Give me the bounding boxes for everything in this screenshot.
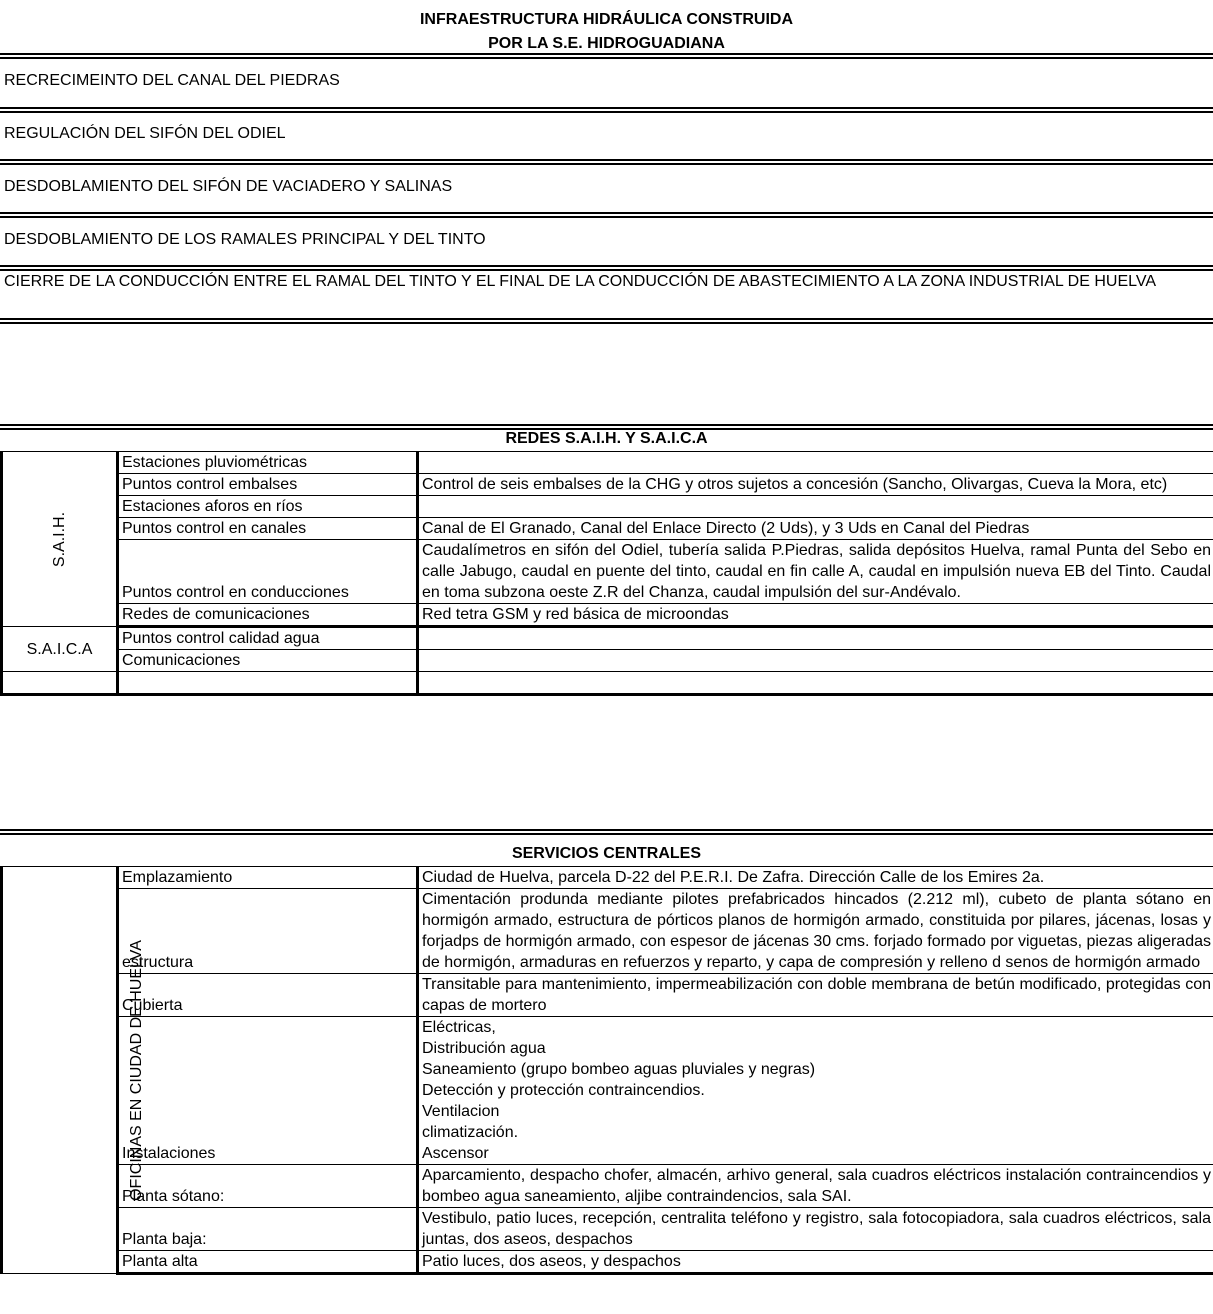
row-desc: Aparcamiento, despacho chofer, almacén, arhivo general, sala cuadros eléctricos instalación contraincendios y bombeo agua saneamiento, aljibe contraindencios, sala SAI. — [418, 1165, 1213, 1208]
list-item: Ascensor — [422, 1145, 489, 1162]
row-label: Puntos control en canales — [118, 518, 418, 540]
divider — [0, 53, 1213, 55]
saica-group-cell — [2, 627, 118, 672]
list-item: climatización. — [422, 1124, 519, 1141]
row-desc: Vestibulo, patio luces, recepción, centralita teléfono y registro, sala fotocopiadora, sala cuadros eléctricos, sala juntas, dos aseos, despachos — [418, 1208, 1213, 1251]
list-item: Saneamiento (grupo bombeo aguas pluviales y negras) — [422, 1061, 816, 1078]
table-row — [2, 867, 1213, 889]
oficinas-group-cell — [2, 867, 145, 1274]
divider — [0, 265, 1213, 267]
table-row — [2, 1251, 1213, 1274]
row-label: Cubierta — [118, 974, 418, 1017]
redes-table — [0, 451, 1213, 696]
table-row — [2, 889, 1213, 974]
saih-group-cell — [2, 452, 118, 627]
row-label: Planta alta — [118, 1251, 418, 1274]
table-row — [2, 474, 1213, 496]
row-label: Planta baja: — [118, 1208, 418, 1251]
row-label: Estaciones pluviométricas — [118, 452, 418, 474]
table-row — [2, 1165, 1213, 1208]
divider — [0, 212, 1213, 214]
row-desc: Transitable para mantenimiento, impermeabilización con doble membrana de betún modificado, protegidas con capas de mortero — [418, 974, 1213, 1017]
row-desc: Control de seis embalses de la CHG y otros sujetos a concesión (Sancho, Olivargas, Cueva la Mora, etc) — [418, 474, 1213, 496]
row-desc — [418, 627, 1213, 650]
row-label: Redes de comunicaciones — [118, 604, 418, 627]
divider — [0, 424, 1213, 426]
divider — [0, 318, 1213, 320]
saih-label: S.A.I.H. — [51, 511, 68, 567]
infra-item: REGULACIÓN DEL SIFÓN DEL ODIEL — [4, 125, 286, 142]
infra-title-line2: POR LA S.E. HIDROGUADIANA — [488, 35, 725, 52]
table-row — [2, 1208, 1213, 1251]
row-desc — [418, 452, 1213, 474]
table-row — [2, 540, 1213, 604]
list-item: Distribución agua — [422, 1040, 546, 1057]
infra-item: RECRECIMEINTO DEL CANAL DEL PIEDRAS — [4, 72, 340, 89]
row-desc — [418, 496, 1213, 518]
redes-title: REDES S.A.I.H. Y S.A.I.C.A — [505, 430, 708, 447]
table-row — [2, 974, 1213, 1017]
divider — [0, 829, 1213, 831]
divider — [0, 107, 1213, 109]
divider — [0, 159, 1213, 161]
list-item: Ventilacion — [422, 1103, 500, 1120]
saica-label: S.A.I.C.A — [26, 640, 93, 658]
row-desc-list — [418, 1017, 1213, 1165]
infra-item: CIERRE DE LA CONDUCCIÓN ENTRE EL RAMAL DEL TINTO Y EL FINAL DE LA CONDUCCIÓN DE ABASTECIMIENTO A LA ZONA INDUSTRIAL DE HUELVA — [4, 273, 1156, 290]
table-row — [2, 627, 1213, 650]
row-desc: Patio luces, dos aseos, y despachos — [418, 1251, 1213, 1274]
row-desc: Canal de El Granado, Canal del Enlace Directo (2 Uds), y 3 Uds en Canal del Piedras — [418, 518, 1213, 540]
infra-item: DESDOBLAMIENTO DEL SIFÓN DE VACIADERO Y SALINAS — [4, 178, 453, 195]
row-label: Estaciones aforos en ríos — [118, 496, 418, 518]
table-row — [2, 1017, 1213, 1165]
empty-cell — [118, 672, 418, 695]
list-item: Detección y protección contraincendios. — [422, 1082, 705, 1099]
row-desc: Red tetra GSM y red básica de microondas — [418, 604, 1213, 627]
table-row — [2, 650, 1213, 672]
empty-cell — [418, 672, 1213, 695]
list-item: Eléctricas, — [422, 1019, 496, 1036]
table-row — [2, 496, 1213, 518]
infra-item: DESDOBLAMIENTO DE LOS RAMALES PRINCIPAL Y DEL TINTO — [4, 231, 486, 248]
row-label: Puntos control embalses — [118, 474, 418, 496]
table-row — [2, 604, 1213, 627]
row-label: Emplazamiento — [118, 867, 418, 889]
row-label: Puntos control en conducciones — [118, 540, 418, 604]
table-row — [2, 672, 1213, 695]
oficinas-label: OFICINAS EN CIUDAD DE HUELVA — [127, 939, 145, 1201]
servicios-table — [0, 866, 1213, 1275]
row-desc: Cimentación produnda mediante pilotes prefabricados hincados (2.212 ml), cubeto de planta sótano en hormigón armado, estructura de pórticos planos de hormigón armado, constituida por pilares, jácenas, losas y forjadps de hormigón armado, con espesor de jácenas 30 cms. forjado formado por viguetas, piezas aligeradas de hormigón, armaduras en refuerzos y reparto, y capa de compresión y relleno d senos de hormigón armado — [418, 889, 1213, 974]
servicios-title: SERVICIOS CENTRALES — [511, 845, 702, 862]
row-label: Instalaciones — [118, 1017, 418, 1165]
row-desc: Ciudad de Huelva, parcela D-22 del P.E.R.I. De Zafra. Dirección Calle de los Emires 2a. — [418, 867, 1213, 889]
row-label: estructura — [118, 889, 418, 974]
infra-title-line1: INFRAESTRUCTURA HIDRÁULICA CONSTRUIDA — [419, 11, 793, 28]
empty-cell — [2, 672, 118, 695]
row-label: Comunicaciones — [118, 650, 418, 672]
row-label: Puntos control calidad agua — [118, 627, 418, 650]
row-label: Planta sótano: — [118, 1165, 418, 1208]
row-desc: Caudalímetros en sifón del Odiel, tubería salida P.Piedras, salida depósitos Huelva, ramal Punta del Sebo en calle Jabugo, caudal en puente del tinto, caudal en fin calle A, caudal en impulsión nueva EB del Tinto. Caudal en toma subzona oeste Z.R del Chanza, caudal impulsión del sur-Andévalo. — [418, 540, 1213, 604]
table-row — [2, 452, 1213, 474]
table-row — [2, 518, 1213, 540]
row-desc — [418, 650, 1213, 672]
